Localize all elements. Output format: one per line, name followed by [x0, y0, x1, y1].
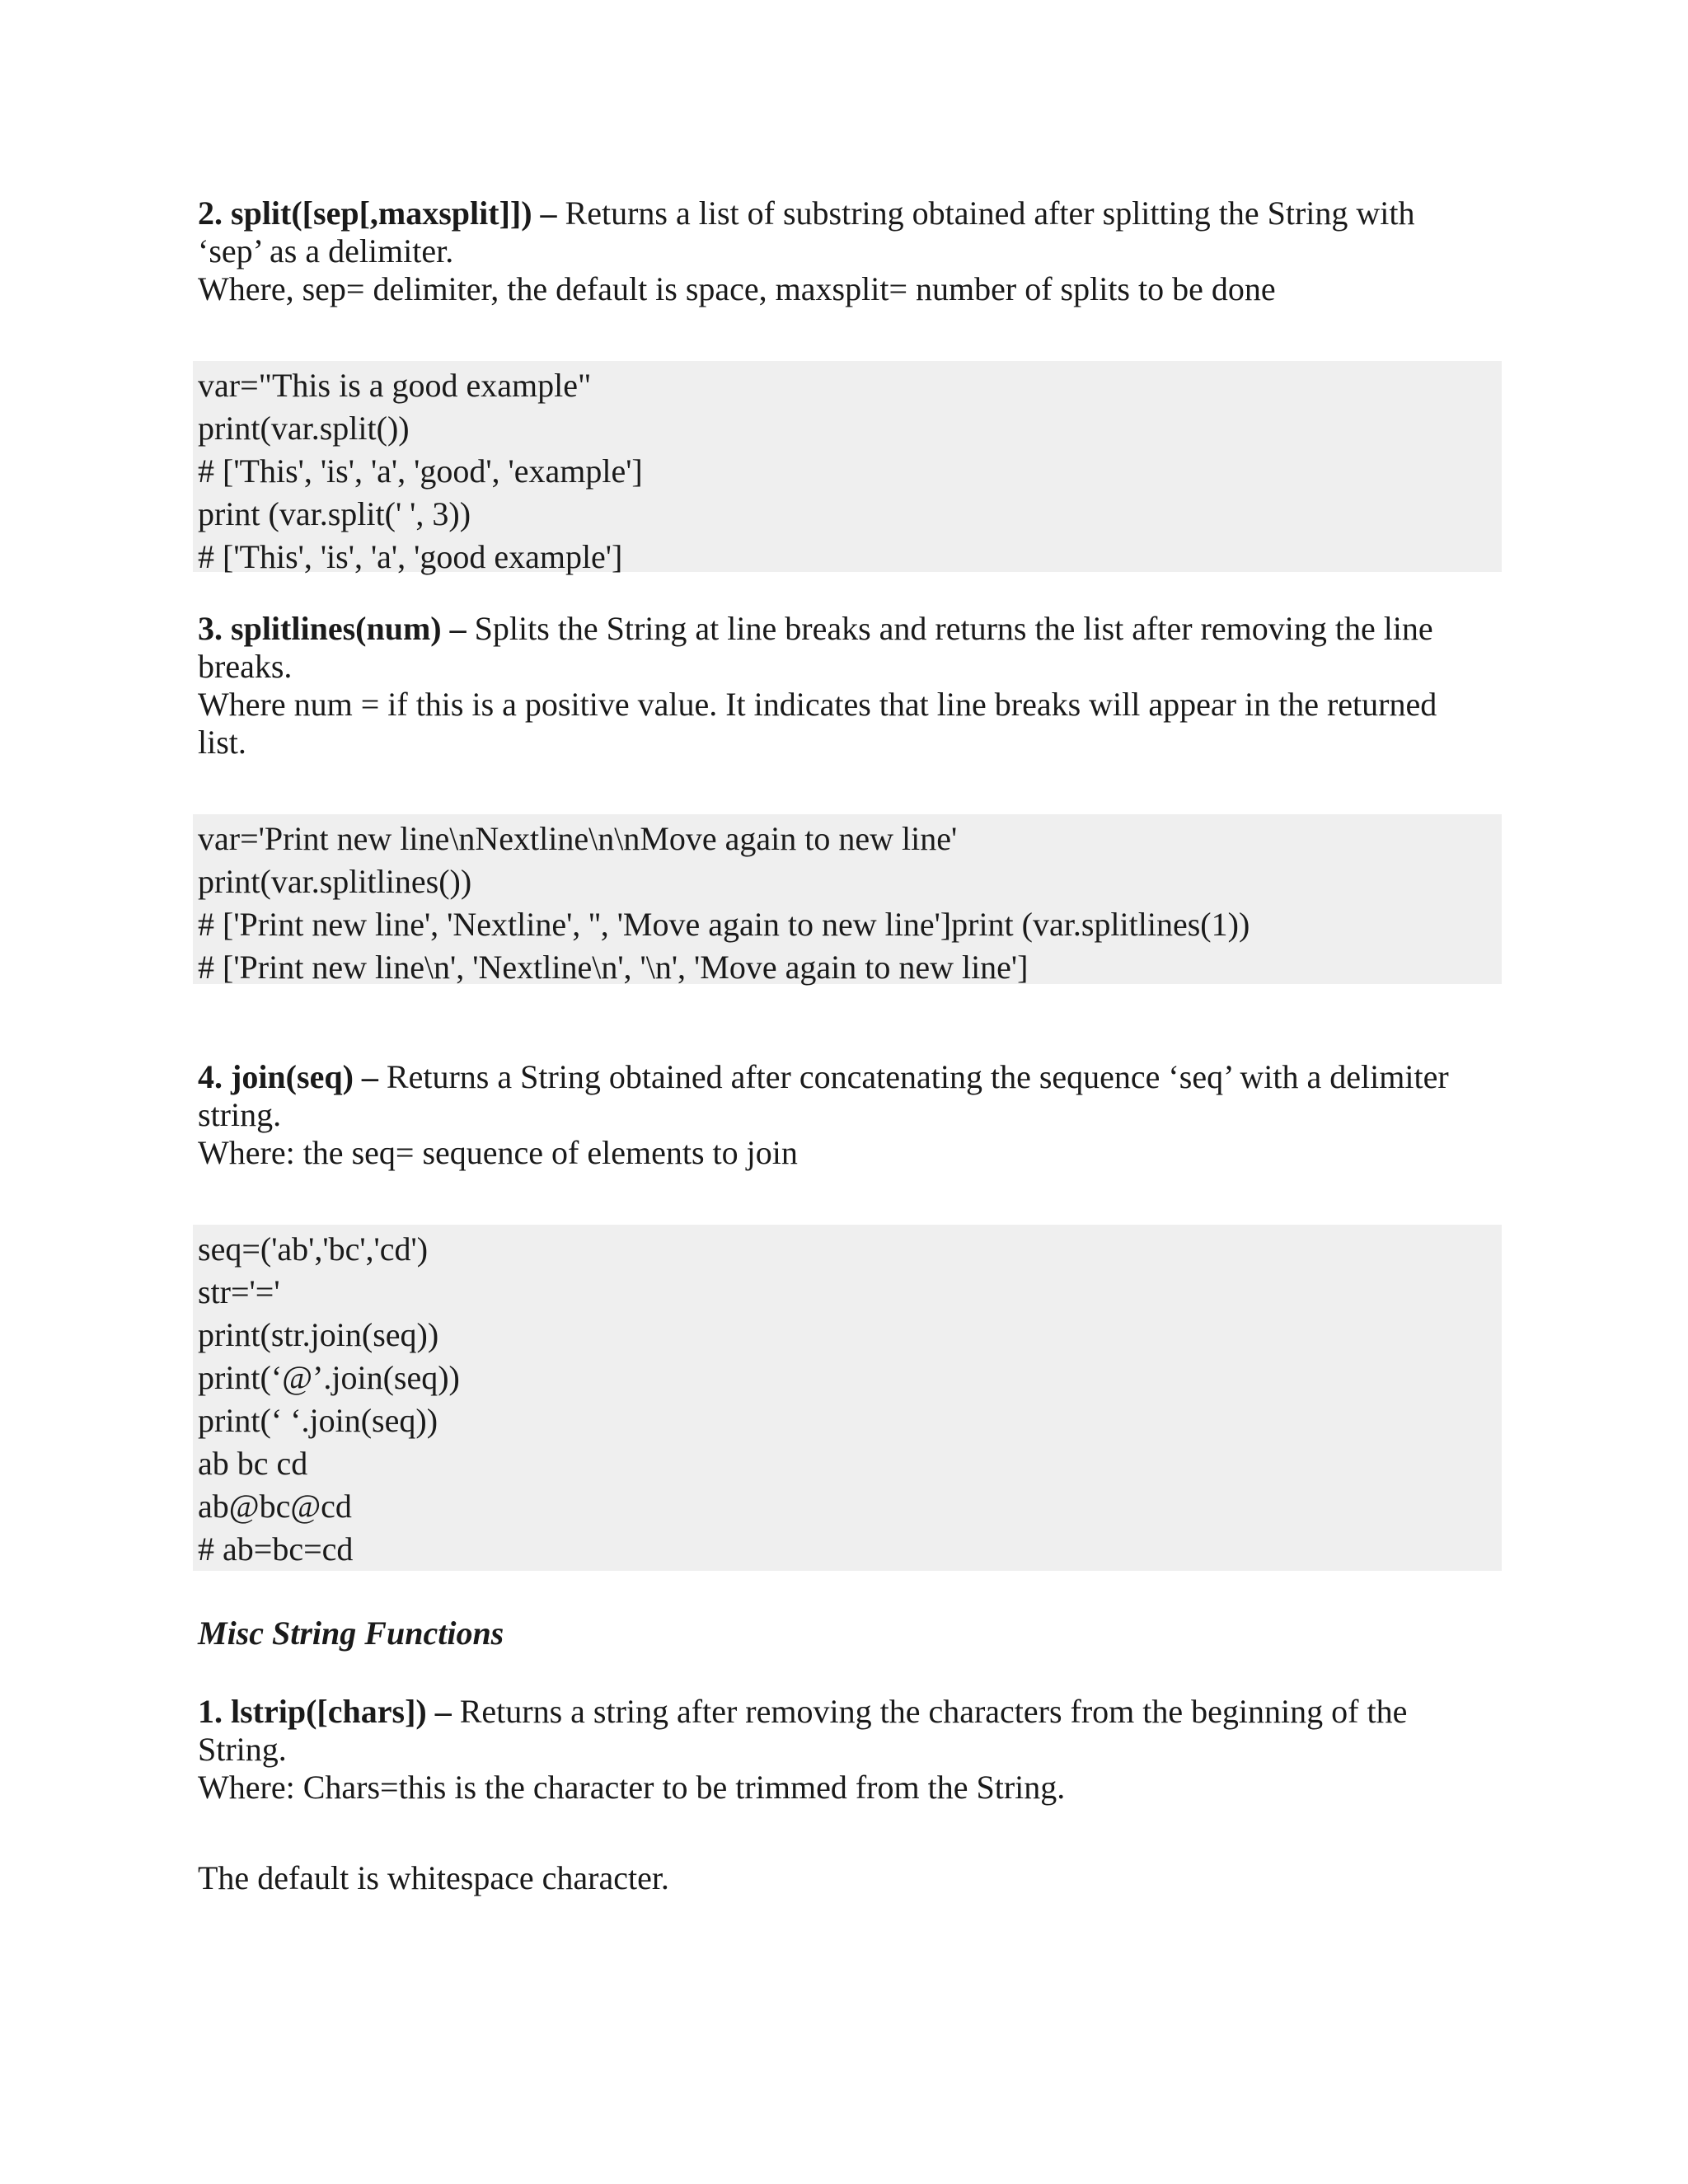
- code-line: var='Print new line\nNextline\n\nMove again to new line': [198, 820, 958, 857]
- split-code-block: [193, 361, 1502, 575]
- code-line: str='=': [198, 1273, 280, 1310]
- split-description-text: Returns a list of substring obtained after splitting the String with: [556, 194, 1415, 232]
- join-description: [198, 1058, 1500, 1172]
- code-line: ab@bc@cd: [198, 1488, 352, 1525]
- splitlines-description-text: Splits the String at line breaks and returns the list after removing the line: [466, 610, 1433, 647]
- lstrip-note: Where: Chars=this is the character to be trimmed from the String.: [198, 1769, 1066, 1806]
- split-title: 2. split([sep[,maxsplit]]) –: [198, 194, 557, 232]
- code-line: print(‘ ‘.join(seq)): [198, 1402, 438, 1439]
- code-line: # ['Print new line', 'Nextline', '', 'Move again to new line']print (var.splitlines(1)): [198, 906, 1250, 943]
- lstrip-description: [198, 1693, 1500, 1807]
- section-splitlines: [198, 610, 1500, 762]
- splitlines-description: [198, 610, 1500, 762]
- join-description-text: Returns a String obtained after concatenating the sequence ‘seq’ with a delimiter: [377, 1058, 1449, 1095]
- splitlines-description-line2: breaks.: [198, 648, 293, 685]
- lstrip-default-note: The default is whitespace character.: [198, 1859, 669, 1896]
- join-title: 4. join(seq) –: [198, 1058, 378, 1095]
- join-note: Where: the seq= sequence of elements to join: [198, 1134, 798, 1171]
- code-line: ab bc cd: [198, 1445, 308, 1482]
- code-line: print(var.splitlines()): [198, 863, 472, 900]
- split-note: Where, sep= delimiter, the default is space, maxsplit= number of splits to be done: [198, 270, 1276, 307]
- code-line: print (var.split(' ', 3)): [198, 495, 471, 532]
- code-line: print(str.join(seq)): [198, 1316, 439, 1353]
- section-join: [198, 1058, 1500, 1172]
- code-line: print(var.split()): [198, 410, 410, 447]
- lstrip-description-line2: String.: [198, 1731, 287, 1768]
- code-line: # ['Print new line\n', 'Nextline\n', '\n', 'Move again to new line']: [198, 949, 1029, 986]
- split-description: [198, 194, 1500, 308]
- splitlines-code-block: [193, 814, 1502, 984]
- lstrip-title: 1. lstrip([chars]) –: [198, 1693, 452, 1730]
- join-code-block: [193, 1225, 1502, 1571]
- misc-string-functions-heading: Misc String Functions: [198, 1615, 504, 1652]
- code-line: # ['This', 'is', 'a', 'good example']: [198, 538, 623, 575]
- split-description-line2: ‘sep’ as a delimiter.: [198, 232, 454, 269]
- code-line: var="This is a good example": [198, 367, 592, 404]
- lstrip-description-text: Returns a string after removing the characters from the beginning of the: [451, 1693, 1408, 1730]
- code-line: # ab=bc=cd: [198, 1530, 354, 1568]
- code-line: # ['This', 'is', 'a', 'good', 'example']: [198, 452, 643, 490]
- code-line: seq=('ab','bc','cd'): [198, 1230, 429, 1268]
- join-description-line2: string.: [198, 1096, 282, 1133]
- splitlines-title: 3. splitlines(num) –: [198, 610, 467, 647]
- code-line: print(‘@’.join(seq)): [198, 1359, 460, 1396]
- splitlines-note-line2: list.: [198, 724, 246, 761]
- splitlines-note: Where num = if this is a positive value. It indicates that line breaks will appear in the returned: [198, 686, 1437, 723]
- section-lstrip: [198, 1693, 1500, 1807]
- section-split: [198, 194, 1500, 308]
